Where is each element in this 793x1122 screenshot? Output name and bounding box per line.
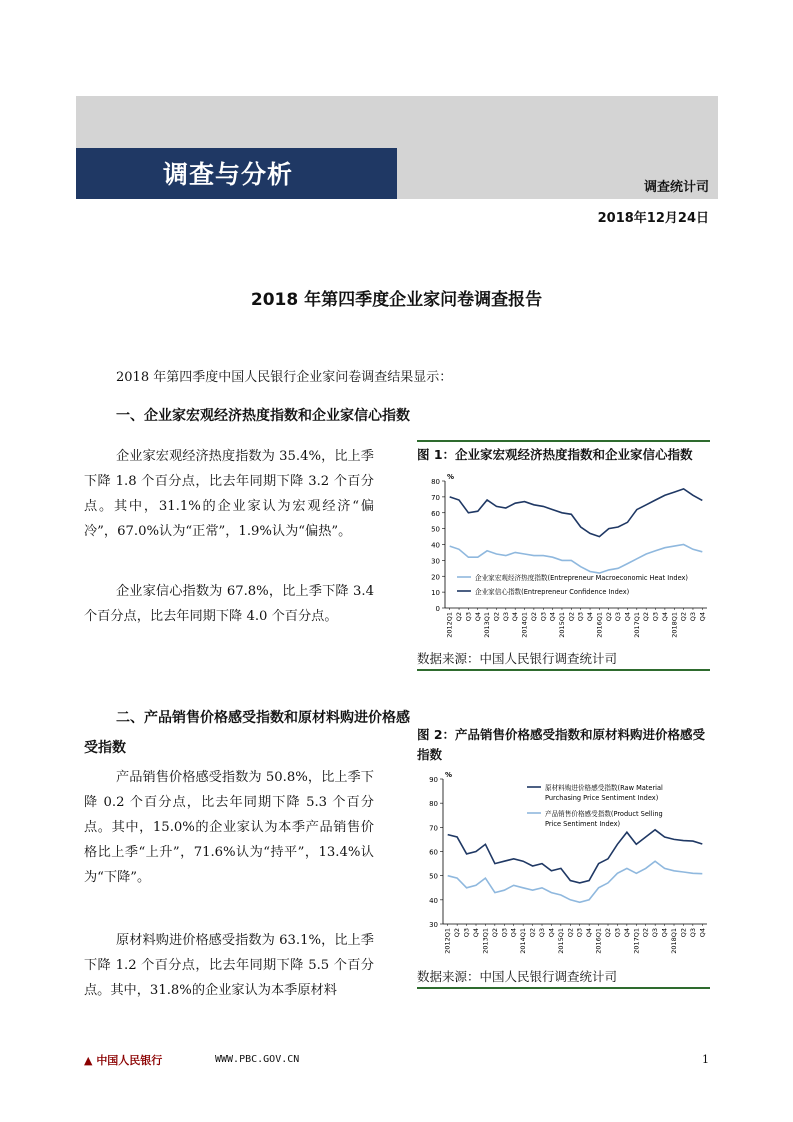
figure-1 xyxy=(417,440,710,671)
x-tick-label: Q2 xyxy=(490,928,499,938)
report-title: 2018 年第四季度企业家问卷调查报告 xyxy=(250,290,543,310)
x-tick-label: 2016Q1 xyxy=(595,612,604,638)
x-tick-label: Q3 xyxy=(462,928,471,938)
x-tick-label: Q4 xyxy=(547,928,556,938)
y-tick-label: 70 xyxy=(431,493,440,502)
section1-paragraph-1: 企业家宏观经济热度指数为 35.4%，比上季下降 1.8 个百分点，比去年同期下降 3.2 个百分点。其中，31.1%的企业家认为宏观经济“偏冷”，67.0%认为“正常”，1.9%认为“偏热”。 xyxy=(84,449,374,539)
x-tick-label: Q2 xyxy=(567,612,576,622)
x-tick-label: Q4 xyxy=(586,612,595,622)
x-tick-label: 2012Q1 xyxy=(445,612,454,638)
section2-heading: 二、产品销售价格感受指数和原材料购进价格感受指数 xyxy=(84,710,410,756)
y-tick-label: 50 xyxy=(431,525,440,534)
x-tick-label: 2017Q1 xyxy=(632,612,641,638)
x-tick-label: Q3 xyxy=(688,928,697,938)
x-tick-label: Q2 xyxy=(455,612,464,622)
x-tick-label: Q2 xyxy=(604,612,613,622)
x-tick-label: Q4 xyxy=(472,928,480,938)
legend-label-2: Price Sentiment Index) xyxy=(545,820,621,828)
y-tick-label: 40 xyxy=(431,541,440,550)
figure-2-source: 数据来源：中国人民银行调查统计司 xyxy=(417,967,710,989)
y-tick-label: 60 xyxy=(429,848,438,857)
x-tick-label: Q2 xyxy=(528,928,537,938)
x-tick-label: Q2 xyxy=(566,928,575,938)
x-tick-label: Q3 xyxy=(651,928,660,938)
x-tick-label: Q4 xyxy=(660,612,669,622)
x-tick-label: Q4 xyxy=(509,928,518,938)
x-tick-label: 2013Q1 xyxy=(481,928,490,954)
legend-label-1: 企业家宏观经济热度指数(Entrepreneur Macroeconomic Heat Index) xyxy=(475,574,689,582)
y-tick-label: 90 xyxy=(429,776,438,784)
section2-paragraph-1: 产品销售价格感受指数为 50.8%，比上季下降 0.2 个百分点，比去年同期下降 5.3 个百分点。其中，15.0%的企业家认为本季产品销售价格比上季“上升”，71.6%认为“持平”，13.4%认为“下降”。 xyxy=(84,770,374,885)
x-tick-label: Q4 xyxy=(623,612,632,622)
x-tick-label: 2014Q1 xyxy=(519,928,528,954)
x-tick-label: Q3 xyxy=(538,928,546,938)
figure-1-chart xyxy=(417,465,710,645)
x-tick-label: Q4 xyxy=(698,612,707,622)
x-tick-label: 2012Q1 xyxy=(443,928,452,954)
x-tick-label: 2015Q1 xyxy=(557,612,566,638)
x-tick-label: Q3 xyxy=(614,612,623,622)
x-tick-label: Q4 xyxy=(698,928,707,938)
x-tick-label: 2017Q1 xyxy=(632,928,641,954)
legend-label-1: 原材料购进价格感受指数(Raw Material xyxy=(545,784,663,792)
x-tick-label: Q2 xyxy=(604,928,612,938)
x-tick-label: 2018Q1 xyxy=(670,928,678,954)
report-date: 2018年12月24日 xyxy=(597,211,709,226)
section1-heading: 一、企业家宏观经济热度指数和企业家信心指数 xyxy=(116,408,410,424)
section2-paragraph-2: 原材料购进价格感受指数为 63.1%，比上季下降 1.2 个百分点，比去年同期下降 5.5 个百分点。其中，31.8%的企业家认为本季原材料 xyxy=(84,933,374,998)
x-tick-label: Q4 xyxy=(585,928,594,938)
x-tick-label: Q2 xyxy=(641,928,650,938)
x-tick-label: Q4 xyxy=(511,612,520,622)
x-tick-label: 2013Q1 xyxy=(483,612,492,638)
y-tick-label: 20 xyxy=(431,573,440,582)
y-tick-label: 30 xyxy=(429,921,438,929)
y-tick-label: 40 xyxy=(429,896,438,905)
y-tick-label: 30 xyxy=(431,557,440,566)
intro-text: 2018 年第四季度中国人民银行企业家问卷调查结果显示： xyxy=(116,370,453,385)
x-tick-label: Q2 xyxy=(529,612,538,622)
series-line-1 xyxy=(448,830,703,883)
x-tick-label: 2018Q1 xyxy=(670,612,679,638)
x-tick-label: Q4 xyxy=(660,928,669,938)
x-tick-label: Q3 xyxy=(575,928,584,938)
x-tick-label: Q4 xyxy=(622,928,631,938)
banner-title: 调查与分析 xyxy=(163,160,294,189)
y-tick-label: 80 xyxy=(431,478,440,486)
series-line-1 xyxy=(450,545,703,574)
figure-2-chart xyxy=(417,765,710,963)
x-tick-label: Q3 xyxy=(651,612,660,622)
x-tick-label: Q2 xyxy=(679,612,688,622)
x-tick-label: Q3 xyxy=(539,612,548,622)
figure-1-source: 数据来源：中国人民银行调查统计司 xyxy=(417,649,710,671)
x-tick-label: Q4 xyxy=(473,612,482,622)
x-tick-label: Q2 xyxy=(453,928,462,938)
x-tick-label: Q3 xyxy=(500,928,509,938)
section1-paragraph-2: 企业家信心指数为 67.8%，比上季下降 3.4 个百分点，比去年同期下降 4.0 个百分点。 xyxy=(84,584,374,624)
y-tick-label: 70 xyxy=(429,824,438,833)
y-tick-label: 80 xyxy=(429,800,438,809)
x-tick-label: 2014Q1 xyxy=(520,612,529,638)
pbc-logo-icon: ▲ xyxy=(84,1054,93,1067)
footer-url[interactable]: WWW.PBC.GOV.CN xyxy=(215,1054,300,1065)
x-tick-label: Q3 xyxy=(613,928,622,938)
pbc-logo-text: 中国人民银行 xyxy=(96,1054,163,1067)
series-line-2 xyxy=(450,489,703,537)
x-tick-label: Q3 xyxy=(576,612,585,622)
x-tick-label: 2015Q1 xyxy=(556,928,565,954)
x-tick-label: Q2 xyxy=(679,928,688,938)
y-tick-label: 0 xyxy=(435,605,440,613)
figure-2-title: 图 2：产品销售价格感受指数和原材料购进价格感受指数 xyxy=(417,727,706,762)
figure-2 xyxy=(417,722,710,989)
legend-label-2: 产品销售价格感受指数(Product Selling xyxy=(545,810,663,818)
figure-1-title: 图 1：企业家宏观经济热度指数和企业家信心指数 xyxy=(417,447,693,462)
legend-label-2: 企业家信心指数(Entrepreneur Confidence Index) xyxy=(475,588,630,596)
legend-label-1: Purchasing Price Sentiment Index) xyxy=(545,794,659,802)
x-tick-label: Q2 xyxy=(642,612,651,622)
page-number: 1 xyxy=(702,1053,709,1066)
y-unit-label: % xyxy=(445,771,453,779)
x-tick-label: Q3 xyxy=(464,612,473,622)
pbc-logo xyxy=(84,1052,162,1068)
x-tick-label: 2016Q1 xyxy=(594,928,603,954)
department-label: 调查统计司 xyxy=(643,180,709,195)
y-tick-label: 60 xyxy=(431,509,440,518)
x-tick-label: Q2 xyxy=(492,612,501,622)
y-unit-label: % xyxy=(447,473,455,481)
y-tick-label: 10 xyxy=(431,589,440,598)
x-tick-label: Q4 xyxy=(548,612,557,622)
x-tick-label: Q3 xyxy=(501,612,510,622)
y-tick-label: 50 xyxy=(429,872,438,881)
x-tick-label: Q3 xyxy=(688,612,697,622)
